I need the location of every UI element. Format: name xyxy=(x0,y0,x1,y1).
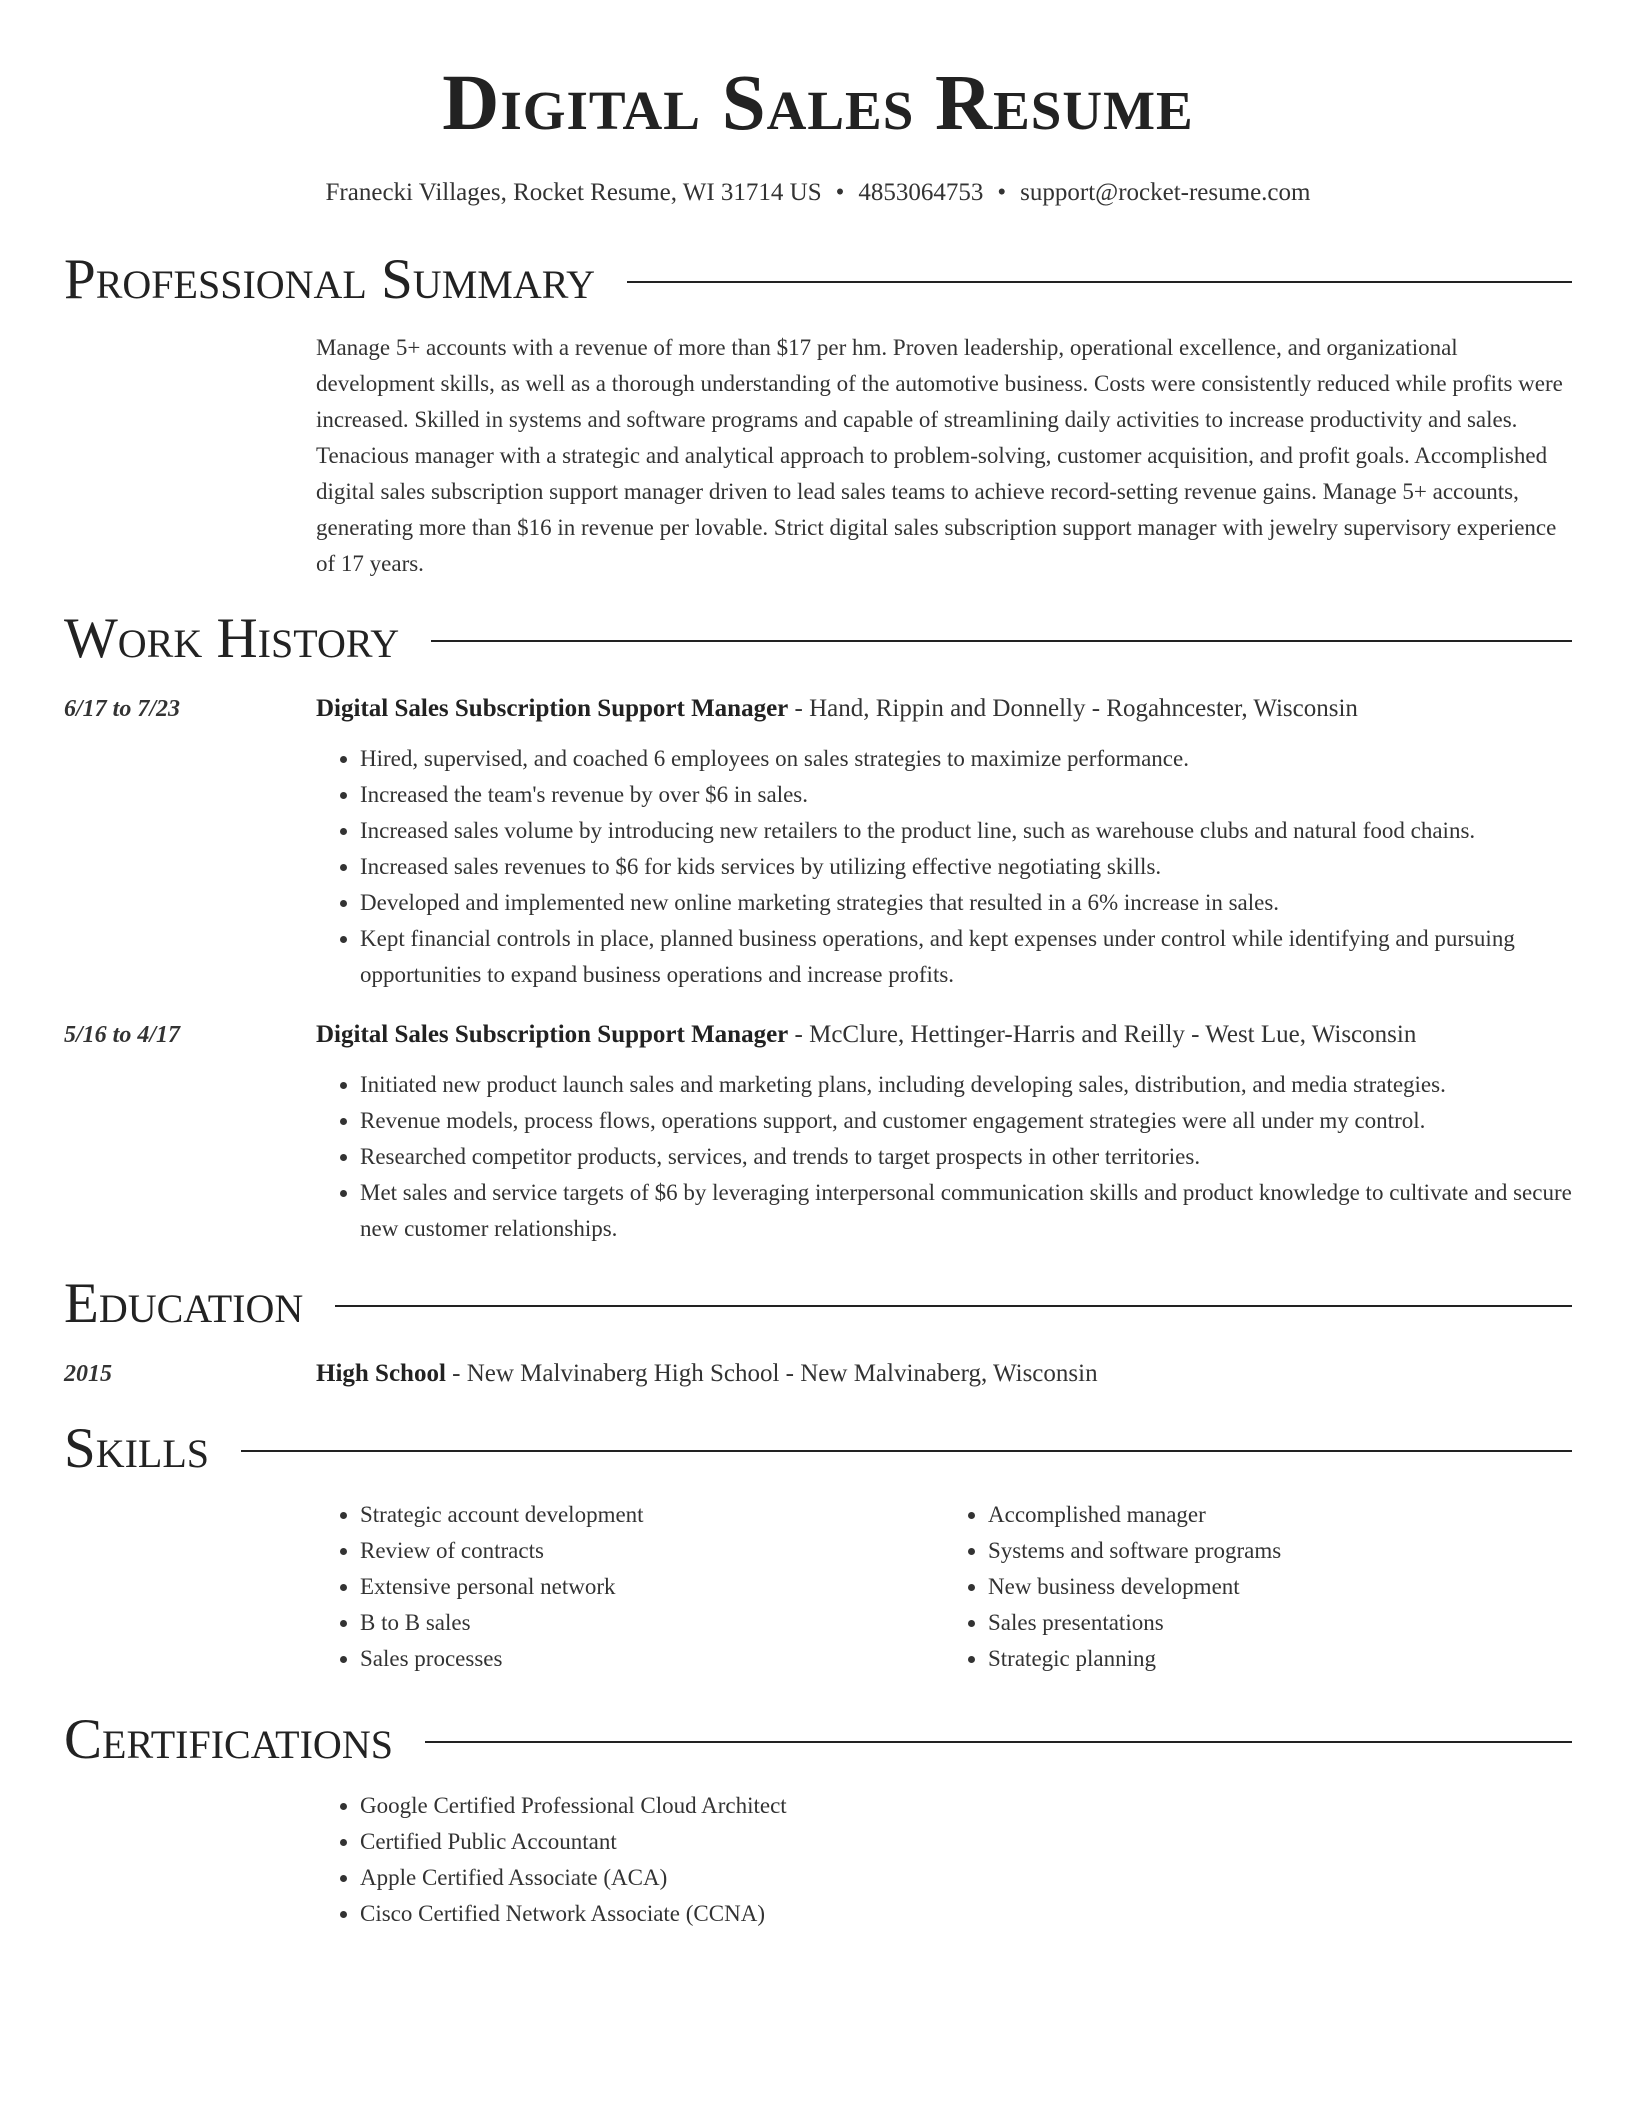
summary-text: Manage 5+ accounts with a revenue of more than $17 per hm. Proven leadership, operational excellence, and organizational development skills, as well as a thorough understanding of the automotive business. Costs were consistently reduced while profits were increased. Skilled in systems and software programs and capable of streamlining daily activities to increase productivity and sales. Tenacious manager with a strategic and analytical approach to problem-solving, customer acquisition, and profit goals. Accomplished digital sales subscription support manager driven to lead sales teams to achieve record-setting revenue gains. Manage 5+ accounts, generating more than $16 in revenue per lovable. Strict digital sales subscription support manager with jewelry supervisory experience of 17 years. xyxy=(316,335,1563,576)
section-header-certifications xyxy=(64,1708,1572,1771)
contact-email: support@rocket-resume.com xyxy=(1020,179,1311,206)
contact-phone: 4853064753 xyxy=(858,179,984,206)
job-bullet: • Increased sales volume by introducing new retailers to the product line, such as warehouse clubs and natural food chains. xyxy=(360,813,1572,849)
section-header-work-history xyxy=(64,607,1572,670)
section-title-certifications: Certifications xyxy=(64,1708,393,1771)
job-bullet: • Developed and implemented new online marketing strategies that resulted in a 6% increase in sales. xyxy=(360,885,1572,921)
skill-item: • Review of contracts xyxy=(360,1533,944,1569)
section-divider xyxy=(627,281,1572,283)
section-title-skills: Skills xyxy=(64,1417,210,1480)
job-dates: 5/16 to 4/17 xyxy=(64,1022,181,1048)
skills-column-left xyxy=(316,1497,944,1677)
job-bullets xyxy=(316,1067,1572,1247)
certification-item: • Certified Public Accountant xyxy=(360,1824,1572,1860)
section-title-summary: Professional Summary xyxy=(64,248,596,311)
job-title: Digital Sales Subscription Support Manager xyxy=(316,695,789,722)
skill-item: • Sales processes xyxy=(360,1641,944,1677)
skill-item: • New business development xyxy=(988,1569,1572,1605)
job-body xyxy=(316,691,1572,993)
certification-item: • Cisco Certified Network Associate (CCNA) xyxy=(360,1896,1572,1932)
contact-address: Franecki Villages, Rocket Resume, WI 31714 US xyxy=(325,179,822,206)
job-title: Digital Sales Subscription Support Manager xyxy=(316,1021,789,1048)
job-title-line xyxy=(316,1017,1572,1053)
job-bullet: • Increased the team's revenue by over $6 in sales. xyxy=(360,777,1572,813)
section-divider xyxy=(335,1305,1572,1307)
job-details: - Hand, Rippin and Donnelly - Rogahncester, Wisconsin xyxy=(788,695,1358,722)
resume-title: Digital Sales Resume xyxy=(442,60,1194,147)
section-divider xyxy=(431,640,1572,642)
education-details: - New Malvinaberg High School - New Malvinaberg, Wisconsin xyxy=(445,1360,1098,1387)
job-bullets xyxy=(316,741,1572,993)
section-header-education xyxy=(64,1272,1572,1335)
skills-column-right xyxy=(944,1497,1572,1677)
skill-item: • Strategic planning xyxy=(988,1641,1572,1677)
job-bullet: • Kept financial controls in place, planned business operations, and kept expenses under control while identifying and pursuing opportunities to expand business operations and increase profits. xyxy=(360,921,1572,993)
skill-item: • Systems and software programs xyxy=(988,1533,1572,1569)
certifications-list-wrap xyxy=(316,1788,1572,1932)
job-entry xyxy=(64,1017,1572,1247)
certifications-list xyxy=(316,1788,1572,1932)
contact-separator: • xyxy=(997,179,1007,206)
job-title-line xyxy=(316,691,1572,727)
skill-item: • Sales presentations xyxy=(988,1605,1572,1641)
job-body xyxy=(316,1017,1572,1247)
job-details: - McClure, Hettinger-Harris and Reilly - West Lue, Wisconsin xyxy=(788,1021,1417,1048)
education-line xyxy=(316,1356,1572,1392)
contact-separator: • xyxy=(835,179,845,206)
skills-grid xyxy=(316,1497,1572,1677)
skill-item: • Strategic account development xyxy=(360,1497,944,1533)
education-entry xyxy=(64,1356,1572,1392)
skill-item: • Extensive personal network xyxy=(360,1569,944,1605)
education-degree: High School xyxy=(316,1360,446,1387)
job-bullet: • Increased sales revenues to $6 for kids services by utilizing effective negotiating skills. xyxy=(360,849,1572,885)
education-body xyxy=(316,1356,1572,1392)
certification-item: • Google Certified Professional Cloud Architect xyxy=(360,1788,1572,1824)
job-bullet: • Initiated new product launch sales and marketing plans, including developing sales, distribution, and media strategies. xyxy=(360,1067,1572,1103)
job-bullet: • Researched competitor products, services, and trends to target prospects in other territories. xyxy=(360,1139,1572,1175)
job-entry xyxy=(64,691,1572,993)
section-title-education: Education xyxy=(64,1272,304,1335)
skill-item: • B to B sales xyxy=(360,1605,944,1641)
section-divider xyxy=(241,1450,1572,1452)
job-bullet: • Hired, supervised, and coached 6 employees on sales strategies to maximize performance. xyxy=(360,741,1572,777)
contact-line xyxy=(64,179,1572,207)
section-header-summary xyxy=(64,248,1572,311)
section-header-skills xyxy=(64,1417,1572,1480)
job-bullet: • Revenue models, process flows, operations support, and customer engagement strategies were all under my control. xyxy=(360,1103,1572,1139)
section-divider xyxy=(425,1741,1572,1743)
skill-item: • Accomplished manager xyxy=(988,1497,1572,1533)
education-year: 2015 xyxy=(64,1361,112,1387)
job-bullet: • Met sales and service targets of $6 by leveraging interpersonal communication skills and product knowledge to cultivate and secure new customer relationships. xyxy=(360,1175,1572,1247)
section-title-work-history: Work History xyxy=(64,607,400,670)
job-dates: 6/17 to 7/23 xyxy=(64,696,181,722)
certification-item: • Apple Certified Associate (ACA) xyxy=(360,1860,1572,1896)
